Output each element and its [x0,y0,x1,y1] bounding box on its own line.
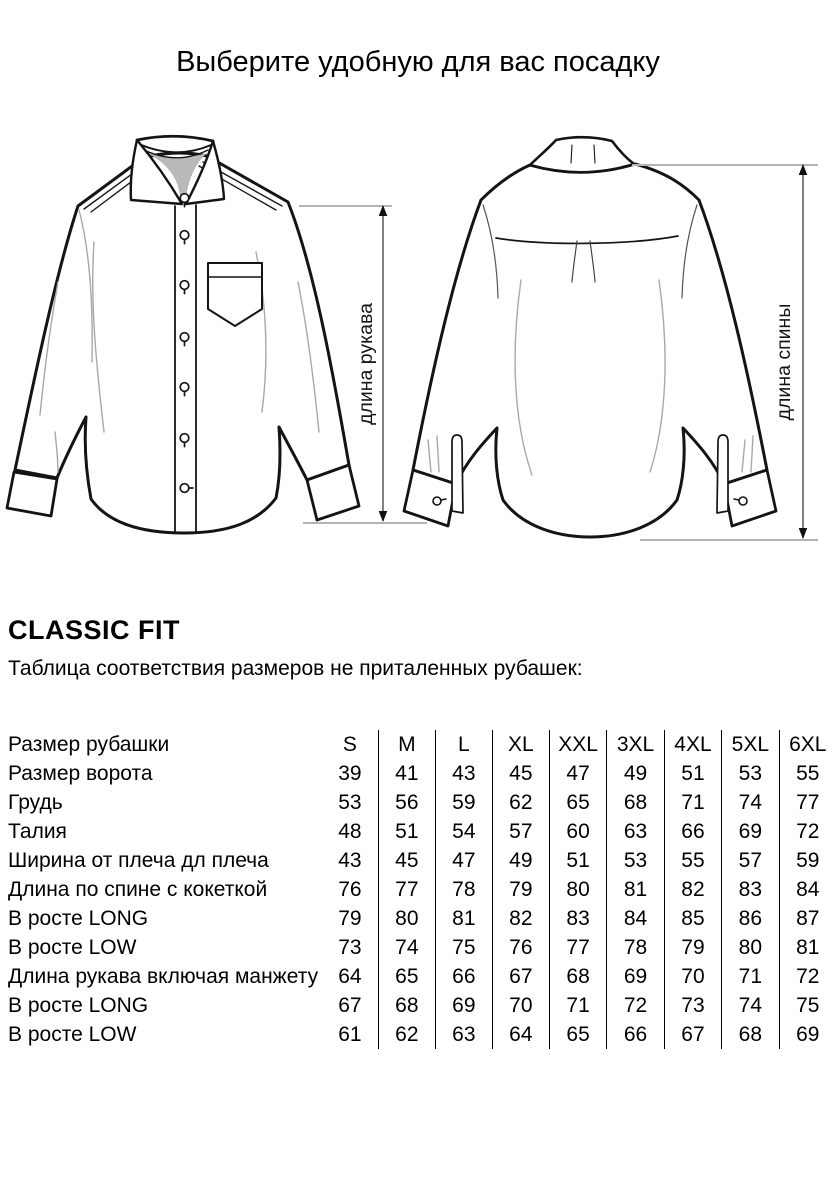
size-value: 47 [435,846,492,875]
table-row [8,991,836,1020]
row-label: В росте LOW [8,1022,137,1046]
row-label: В росте LONG [8,906,149,930]
size-value: 81 [607,875,664,904]
size-value: 87 [779,904,836,933]
size-value: 72 [779,962,836,991]
size-value: 51 [378,817,435,846]
size-value: 79 [338,906,362,930]
table-subtitle: Таблица соответствия размеров не приталенных рубашек: [8,657,583,680]
size-value: 69 [779,1020,836,1049]
size-value: 67 [338,993,362,1017]
row-label: В росте LOW [8,935,137,959]
size-column-header: 4XL [664,730,721,759]
size-value: 81 [435,904,492,933]
size-column-header: XL [492,730,549,759]
size-column-header: M [378,730,435,759]
size-value: 76 [338,877,362,901]
size-value: 65 [549,1020,606,1049]
back-collar [530,137,634,172]
shirt-diagrams [0,110,836,582]
sleeve-length-label: длина рукава [355,303,377,425]
size-value: 66 [607,1020,664,1049]
size-value: 67 [492,962,549,991]
size-value: 81 [779,933,836,962]
size-value: 55 [779,759,836,788]
size-value: 77 [779,788,836,817]
size-value: 69 [607,962,664,991]
size-value: 72 [779,817,836,846]
dimension-arrow-down-icon [799,528,808,539]
row-label: Размер ворота [8,761,153,785]
row-label: Талия [8,819,67,843]
size-value: 47 [549,759,606,788]
size-value: 72 [607,991,664,1020]
page-title: Выберите удобную для вас посадку [176,46,660,78]
size-value: 68 [378,991,435,1020]
size-value: 71 [549,991,606,1020]
size-value: 43 [338,848,362,872]
size-value: 69 [435,991,492,1020]
size-value: 74 [722,788,779,817]
table-row [8,962,836,991]
size-value: 84 [779,875,836,904]
size-value: 57 [492,817,549,846]
row-label: В росте LONG [8,993,149,1017]
size-value: 73 [338,935,362,959]
size-value: 49 [492,846,549,875]
size-value: 57 [722,846,779,875]
size-value: 39 [338,761,362,785]
table-row [8,875,836,904]
table-row [8,846,836,875]
size-header-label: Размер рубашки [8,732,170,756]
size-value: 53 [722,759,779,788]
size-column-header: XXL [549,730,606,759]
size-value: 51 [549,846,606,875]
size-value: 80 [378,904,435,933]
size-value: 79 [492,875,549,904]
size-value: 45 [492,759,549,788]
size-value: 86 [722,904,779,933]
size-value: 68 [722,1020,779,1049]
size-value: 55 [664,846,721,875]
size-value: 78 [607,933,664,962]
size-value: 77 [549,933,606,962]
size-value: 41 [378,759,435,788]
size-value: 74 [722,991,779,1020]
size-value: 69 [722,817,779,846]
size-value: 62 [378,1020,435,1049]
size-value: 84 [607,904,664,933]
row-label: Ширина от плеча дл плеча [8,848,269,872]
size-value: 83 [722,875,779,904]
size-value: 73 [664,991,721,1020]
fit-heading: CLASSIC FIT [8,615,180,645]
row-label: Длина рукава включая манжету [8,964,319,988]
size-value: 70 [492,991,549,1020]
size-value: 82 [492,904,549,933]
size-value: 54 [435,817,492,846]
size-value: 71 [722,962,779,991]
size-value: 82 [664,875,721,904]
size-value: 64 [338,964,362,988]
size-value: 65 [378,962,435,991]
size-value: 68 [607,788,664,817]
size-value: 75 [779,991,836,1020]
size-value: 76 [492,933,549,962]
size-value: 63 [435,1020,492,1049]
size-value: 56 [378,788,435,817]
size-value: 77 [378,875,435,904]
table-row [8,1020,836,1049]
row-label: Длина по спине с кокеткой [8,877,268,901]
size-value: 62 [492,788,549,817]
size-value: 60 [549,817,606,846]
size-value: 53 [607,846,664,875]
size-value: 85 [664,904,721,933]
size-value: 66 [435,962,492,991]
size-value: 53 [338,790,362,814]
size-value: 66 [664,817,721,846]
back-length-label: длина спины [773,303,795,421]
size-value: 51 [664,759,721,788]
size-value: 71 [664,788,721,817]
size-value: 80 [722,933,779,962]
size-header-row [8,730,836,759]
size-value: 45 [378,846,435,875]
table-row [8,817,836,846]
size-value: 61 [338,1022,362,1046]
back-shirt-drawing [404,137,776,537]
size-value: 43 [435,759,492,788]
size-column-header: 3XL [607,730,664,759]
size-value: 49 [607,759,664,788]
size-value: 48 [338,819,362,843]
size-value: 63 [607,817,664,846]
table-row [8,759,836,788]
table-row [8,904,836,933]
size-value: 75 [435,933,492,962]
size-value: 70 [664,962,721,991]
size-value: 74 [378,933,435,962]
row-label: Грудь [8,790,63,814]
size-value: 59 [435,788,492,817]
size-value: 65 [549,788,606,817]
size-value: 68 [549,962,606,991]
size-value: 64 [492,1020,549,1049]
size-value: 78 [435,875,492,904]
size-value: 67 [664,1020,721,1049]
table-row [8,933,836,962]
size-column-header: S [342,732,357,756]
size-column-header: L [435,730,492,759]
size-column-header: 6XL [779,730,836,759]
front-shirt-drawing [7,136,359,533]
size-value: 59 [779,846,836,875]
size-table [8,730,836,1049]
size-value: 80 [549,875,606,904]
size-value: 83 [549,904,606,933]
table-row [8,788,836,817]
dimension-arrow-down-icon [379,511,388,522]
size-value: 79 [664,933,721,962]
size-column-header: 5XL [722,730,779,759]
